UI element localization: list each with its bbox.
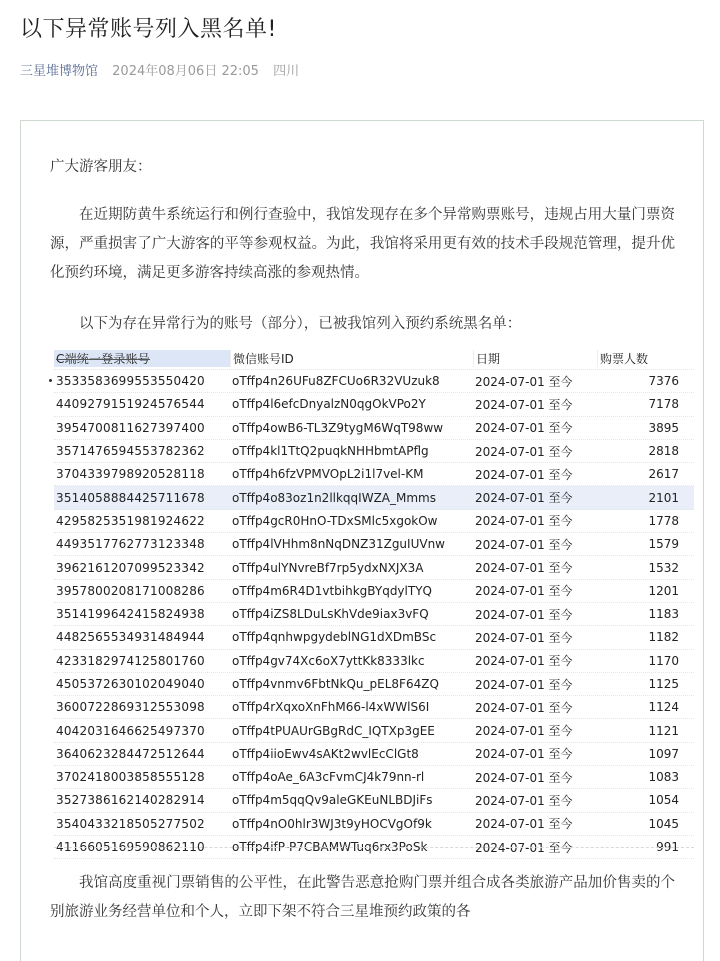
table-row [54,580,694,603]
cell-date: 2024-07-01 至今 [475,700,573,715]
cell-ticket-count: 2101 [648,490,679,505]
cell-date: 2024-07-01 至今 [475,747,573,762]
cell-account: 4505372630102049040 [56,677,205,691]
cell-ticket-count: 1182 [648,630,679,645]
header-ticket-count: 购票人数 [597,350,685,367]
cell-wechat-id: oTffp4nO0hlr3WJ3t9yHOCVgOf9k [232,816,432,831]
account-name-link[interactable]: 三星堆博物馆 [20,64,99,79]
table-row [54,393,694,416]
publish-location: 四川 [273,64,300,79]
cell-wechat-id: oTffp4ulYNvreBf7rp5ydxNXJX3A [232,560,424,575]
cell-ticket-count: 1201 [648,583,679,598]
table-row [54,510,694,533]
table-row [54,463,694,486]
cell-account: 4233182974125801760 [56,653,205,668]
table-row [54,533,694,556]
cell-ticket-count: 1121 [648,723,679,738]
cell-wechat-id: oTffp4l6efcDnyalzN0qgOkVPo2Y [232,397,426,412]
cell-wechat-id: oTffp4owB6-TL3Z9tygM6WqT98ww [232,420,444,435]
cell-wechat-id: oTffp4m6R4D1vtbihkgBYqdylTYQ [232,583,432,598]
article-meta [20,60,299,79]
cell-account: 3527386162140282914 [56,793,205,808]
cell-date: 2024-07-01 至今 [475,421,573,436]
cell-account: 4493517762773123348 [56,537,205,552]
cell-date: 2024-07-01 至今 [475,817,573,832]
cell-account: 3571476594553782362 [56,444,205,459]
cell-date: 2024-07-01 至今 [475,607,573,622]
table-row [54,766,694,789]
cell-date: 2024-07-01 至今 [475,654,573,669]
cell-account: 3640623284472512644 [56,746,205,761]
table-row [54,486,694,509]
cell-ticket-count: 1083 [648,770,679,785]
cell-date: 2024-07-01 至今 [475,724,573,739]
row-marker [49,379,52,382]
table-row [54,743,694,766]
cell-account: 3514058884425711678 [56,490,205,505]
cell-ticket-count: 1124 [648,700,679,715]
cell-date: 2024-07-01 至今 [475,537,573,552]
cell-date: 2024-07-01 至今 [475,584,573,599]
cell-account: 4295825351981924622 [56,513,205,528]
cell-ticket-count: 1778 [648,513,679,528]
cell-date: 2024-07-01 至今 [475,561,573,576]
table-row [54,370,694,393]
intro-paragraph: 在近期防黄牛系统运行和例行查验中，我馆发现存在多个异常购票账号，违规占用大量门票资源，严重损害了广大游客的平等参观权益。为此，我馆将采用更有效的技术手段规范管理，提升优化预约环境，满足更多游客持续高涨的参观热情。 [50,207,675,281]
cell-wechat-id: oTffp4n26UFu8ZFCUo6R32VUzuk8 [232,374,440,389]
article-title: 以下异常账号列入黑名单! [20,17,277,42]
cell-ticket-count: 1170 [648,653,679,668]
cell-date: 2024-07-01 至今 [475,630,573,645]
table-header-row [54,347,694,370]
cell-account: 4116605169590862110 [56,840,205,855]
cell-wechat-id: oTffp4gv74Xc6oX7yttKk8333lkc [232,653,425,668]
cell-date: 2024-07-01 至今 [475,840,573,855]
table-row [54,673,694,696]
cell-account: 4042031646625497370 [56,723,205,738]
greeting-text: 广大游客朋友： [50,159,152,175]
cell-account: 3600722869312553098 [56,700,205,715]
list-intro-paragraph: 以下为存在异常行为的账号（部分），已被我馆列入预约系统黑名单： [79,316,522,332]
cell-wechat-id: oTffp4m5qqQv9aleGKEuNLBDJiFs [232,793,433,808]
cell-wechat-id: oTffp4o83oz1n2llkqqIWZA_Mmms [232,490,436,505]
table-cutoff-line [54,841,694,848]
table-row [54,719,694,742]
cell-ticket-count: 1532 [648,560,679,575]
table-row [54,603,694,626]
cell-date: 2024-07-01 至今 [475,397,573,412]
cell-account: 4409279151924576544 [56,397,205,412]
cell-ticket-count: 1054 [648,793,679,808]
cell-account: 3704339798920528118 [56,467,205,482]
table-row [54,813,694,836]
cell-wechat-id: oTffp4iioEwv4sAKt2wvlEcClGt8 [232,746,419,761]
cell-wechat-id: oTffp4tPUAUrGBgRdC_IQTXp3gEE [232,723,435,738]
cell-wechat-id: oTffp4lVHhm8nNqDNZ31ZguIUVnw [232,537,445,552]
warning-paragraph: 我馆高度重视门票销售的公平性，在此警告恶意抢购门票并组合成各类旅游产品加价售卖的个别旅游业务经营单位和个人，立即下架不符合三星堆预约政策的各 [50,875,675,920]
cell-wechat-id: oTffp4gcR0HnO-TDxSMlc5xgokOw [232,513,438,528]
cell-date: 2024-07-01 至今 [475,374,573,389]
cell-ticket-count: 1045 [648,816,679,831]
cell-ticket-count: 1579 [648,537,679,552]
article-body-card [20,120,704,961]
header-wechat-id: 微信账号ID [230,350,473,367]
cell-ticket-count: 7376 [648,374,679,389]
table-row [54,650,694,673]
cell-wechat-id: oTffp4oAe_6A3cFvmCJ4k79nn-rl [232,770,425,785]
table-row [54,789,694,812]
cell-date: 2024-07-01 至今 [475,770,573,785]
cell-ticket-count: 1097 [648,746,679,761]
cell-date: 2024-07-01 至今 [475,793,573,808]
cell-wechat-id: oTffp4qnhwpgydeblNG1dXDmBSc [232,630,437,645]
cell-account: 4482565534931484944 [56,630,205,645]
cell-account: 3962161207099523342 [56,560,205,575]
table-row [54,696,694,719]
cell-ticket-count: 2617 [648,467,679,482]
table-row [54,417,694,440]
cell-date: 2024-07-01 至今 [475,444,573,459]
cell-wechat-id: oTffp4ifP-P7CBAMWTuq6rx3PoSk [232,840,428,855]
cell-ticket-count: 1183 [648,607,679,622]
cell-account: 3540433218505277502 [56,816,205,831]
cell-wechat-id: oTffp4iZS8LDuLsKhVde9iax3vFQ [232,607,429,622]
cell-wechat-id: oTffp4vnmv6FbtNkQu_pEL8F64ZQ [232,677,439,691]
cell-wechat-id: oTffp4rXqxoXnFhM66-l4xWWlS6I [232,700,430,715]
table-row [54,556,694,579]
table-row [54,440,694,463]
blacklist-table [54,347,694,859]
table-row [54,626,694,649]
cell-date: 2024-07-01 至今 [475,677,573,692]
cell-account: 3954700811627397400 [56,420,205,435]
cell-account: 3702418003858555128 [56,770,205,785]
cell-ticket-count: 3895 [648,420,679,435]
cell-ticket-count: 991 [656,840,679,855]
cell-account: 3957800208171008286 [56,583,205,598]
cell-date: 2024-07-01 至今 [475,514,573,529]
header-date: 日期 [473,350,597,367]
cell-account: 3514199642415824938 [56,607,205,622]
cell-date: 2024-07-01 至今 [475,491,573,506]
header-account: C端统一登录账号 [54,350,230,367]
cell-wechat-id: oTffp4kl1TtQ2puqkNHHbmtAPflg [232,444,429,459]
cell-ticket-count: 1125 [648,677,679,691]
cell-ticket-count: 7178 [648,397,679,412]
cell-wechat-id: oTffp4h6fzVPMVOpL2i1l7vel-KM [232,467,424,482]
publish-date: 2024年08月06日 22:05 [112,64,259,79]
cell-date: 2024-07-01 至今 [475,467,573,482]
cell-ticket-count: 2818 [648,444,679,459]
cell-account: 3533583699553550420 [56,374,205,389]
